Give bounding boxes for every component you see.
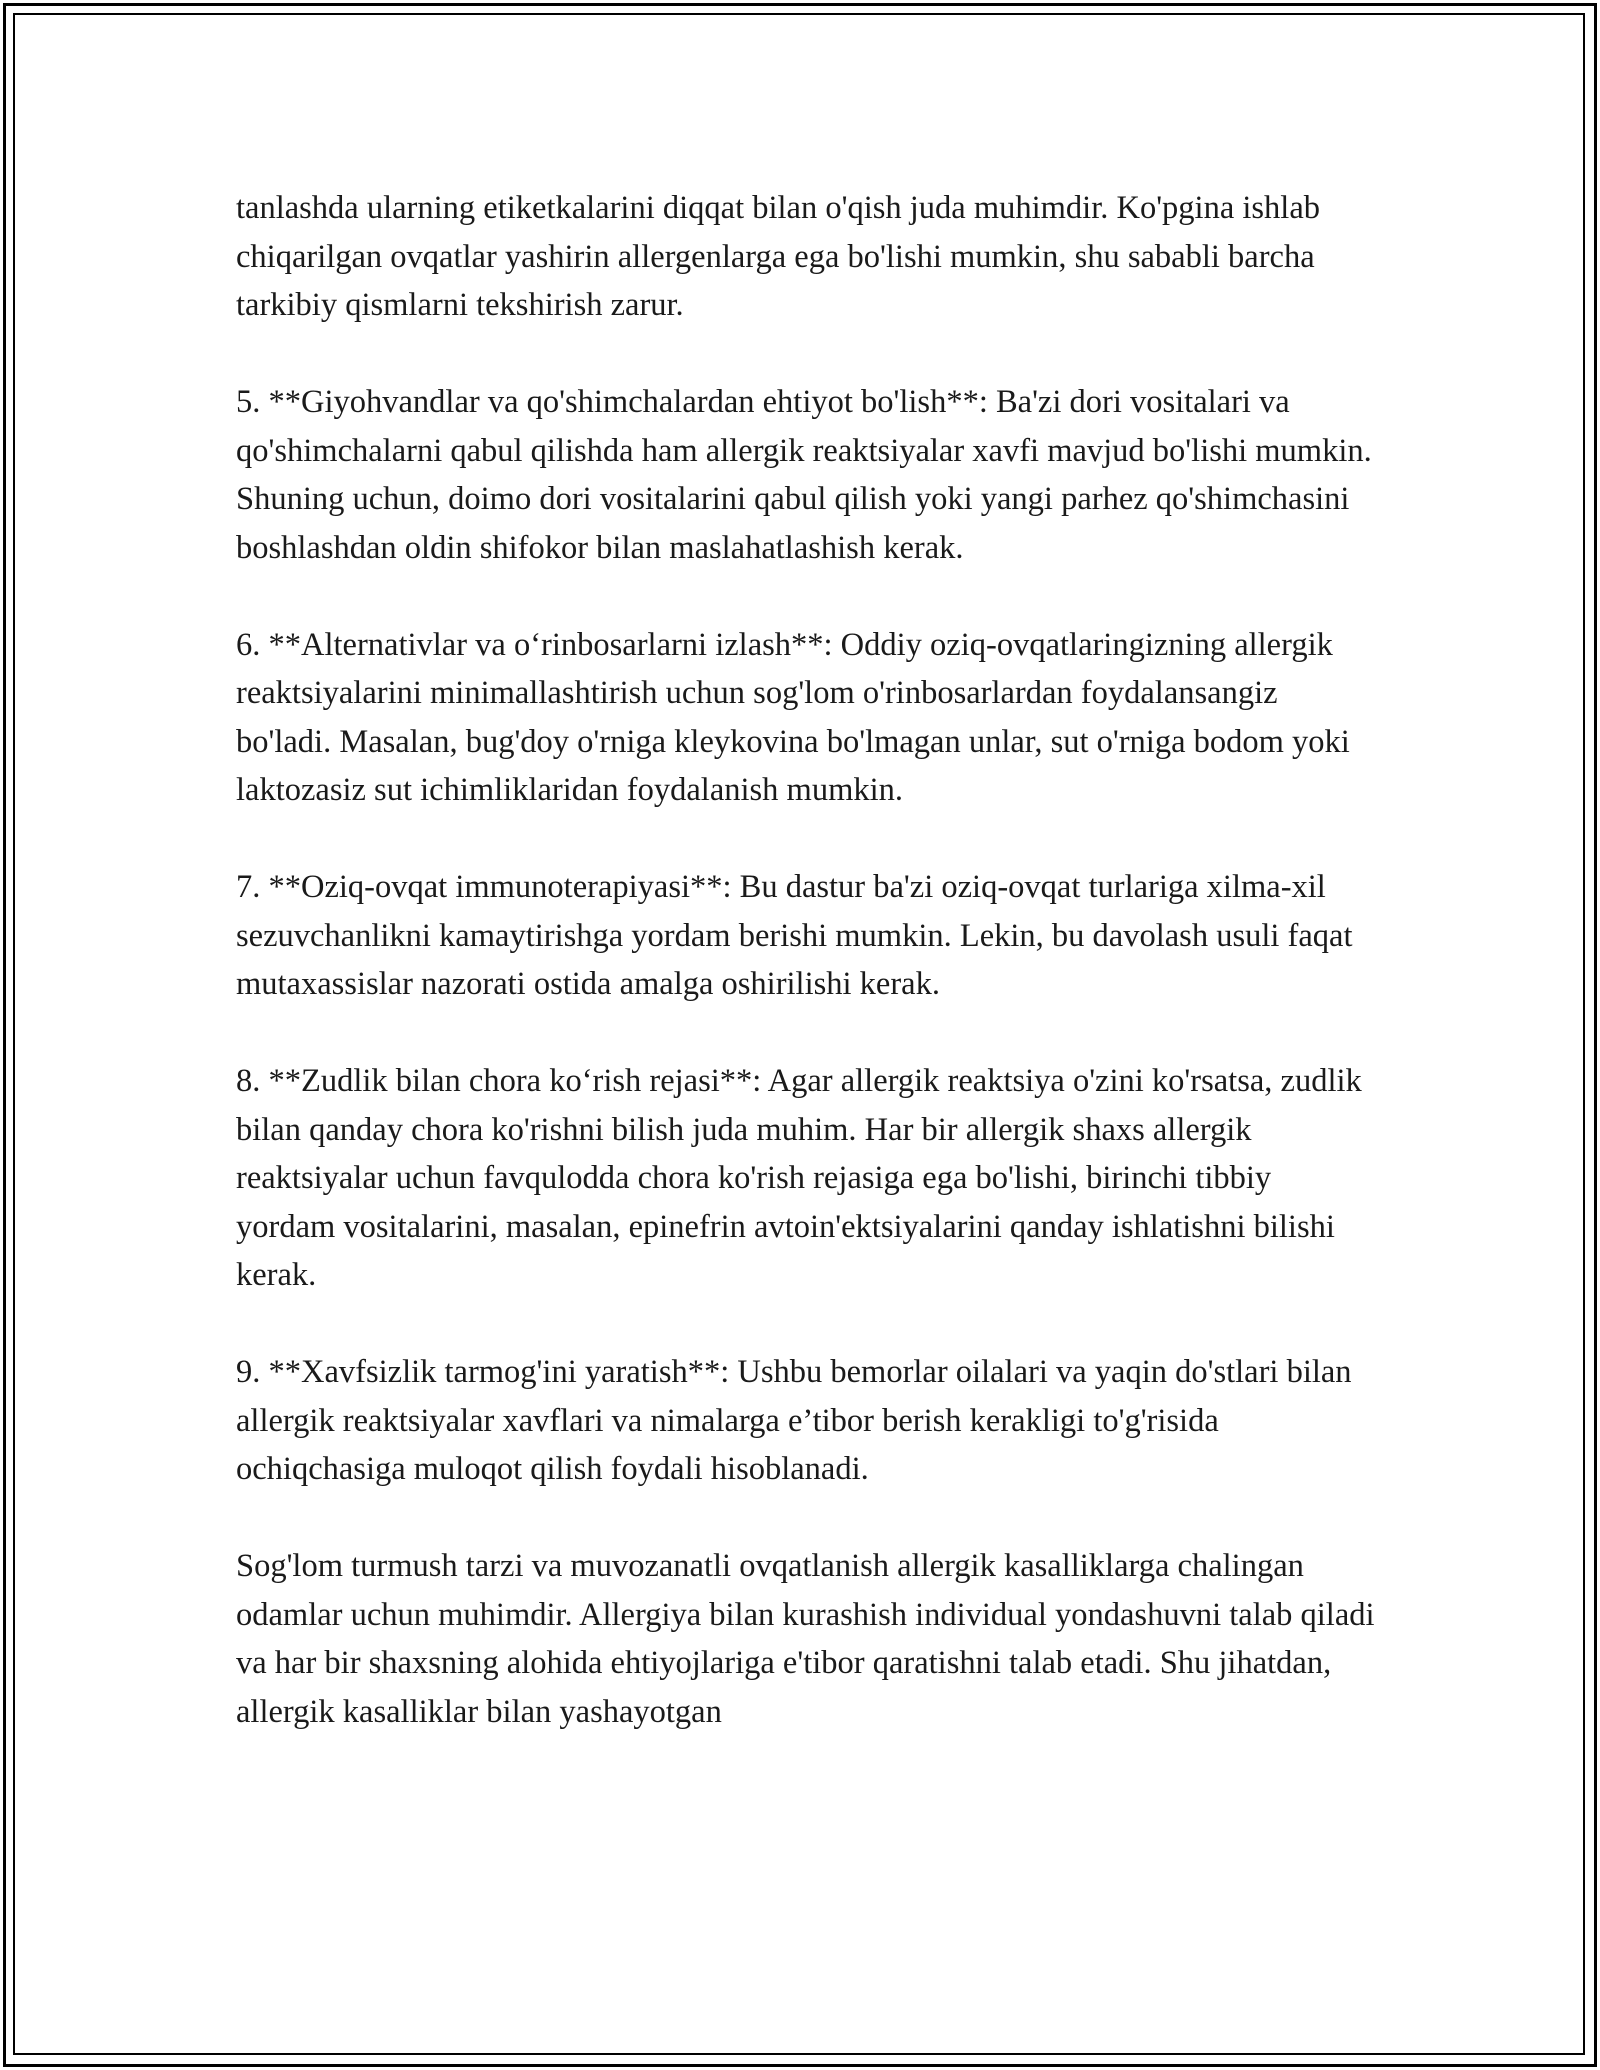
paragraph-conclusion: Sog'lom turmush tarzi va muvozanatli ovqatlanish allergik kasalliklarga chalingan odamlar uchun muhimdir. Allergiya bilan kurashish individual yondashuvni talab qiladi va har bir shaxsning alohida ehtiyojlariga e'tibor qaratishni talab etadi. Shu jihatdan, allergik kasalliklar bilan yashayotgan (236, 1548, 1375, 1730)
paragraph-item-7: 7. **Oziq-ovqat immunoterapiyasi**: Bu dastur ba'zi oziq-ovqat turlariga xilma-xil sezuvchanlikni kamaytirishga yordam berishi mumkin. Lekin, bu davolash usuli faqat mutaxassislar nazorati ostida amalga oshirilishi kerak. (236, 869, 1353, 1002)
paragraph-item-8: 8. **Zudlik bilan chora ko‘rish rejasi**: Agar allergik reaktsiya o'zini ko'rsatsa, zudlik bilan qanday chora ko'rishni bilish juda muhim. Har bir allergik shaxs allergik reaktsiyalar uchun favqulodda chora ko'rish rejasiga ega bo'lishi, birinchi tibbiy yordam vositalarini, masalan, epinefrin avtoin'ektsiyalarini qanday ishlatishni bilishi kerak. (236, 1063, 1362, 1293)
paragraph-item-9: 9. **Xavfsizlik tarmog'ini yaratish**: Ushbu bemorlar oilalari va yaqin do'stlari bilan allergik reaktsiyalar xavflari va nimalarga e’tibor berish kerakligi to'g'risida ochiqchasiga muloqot qilish foydali hisoblanadi. (236, 1354, 1352, 1487)
paragraph-item-6: 6. **Alternativlar va o‘rinbosarlarni izlash**: Oddiy oziq-ovqatlaringizning allergik reaktsiyalarini minimallashtirish uchun sog'lom o'rinbosarlardan foydalansangiz bo'ladi. Masalan, bug'doy o'rniga kleykovina bo'lmagan unlar, sut o'rniga bodom yoki laktozasiz sut ichimliklaridan foydalanish mumkin. (236, 626, 1350, 808)
document-body (236, 184, 1376, 1785)
paragraph-intro-continuation: tanlashda ularning etiketkalarini diqqat bilan o'qish juda muhimdir. Ko'pgina ishlab chiqarilgan ovqatlar yashirin allergenlarga ega bo'lishi mumkin, shu sababli barcha tarkibiy qismlarni tekshirish zarur. (236, 190, 1321, 323)
paragraph-item-5: 5. **Giyohvandlar va qo'shimchalardan ehtiyot bo'lish**: Ba'zi dori vositalari va qo'shimchalarni qabul qilishda ham allergik reaktsiyalar xavfi mavjud bo'lishi mumkin. Shuning uchun, doimo dori vositalarini qabul qilish yoki yangi parhez qo'shimchasini boshlashdan oldin shifokor bilan maslahatlashish kerak. (236, 384, 1372, 566)
